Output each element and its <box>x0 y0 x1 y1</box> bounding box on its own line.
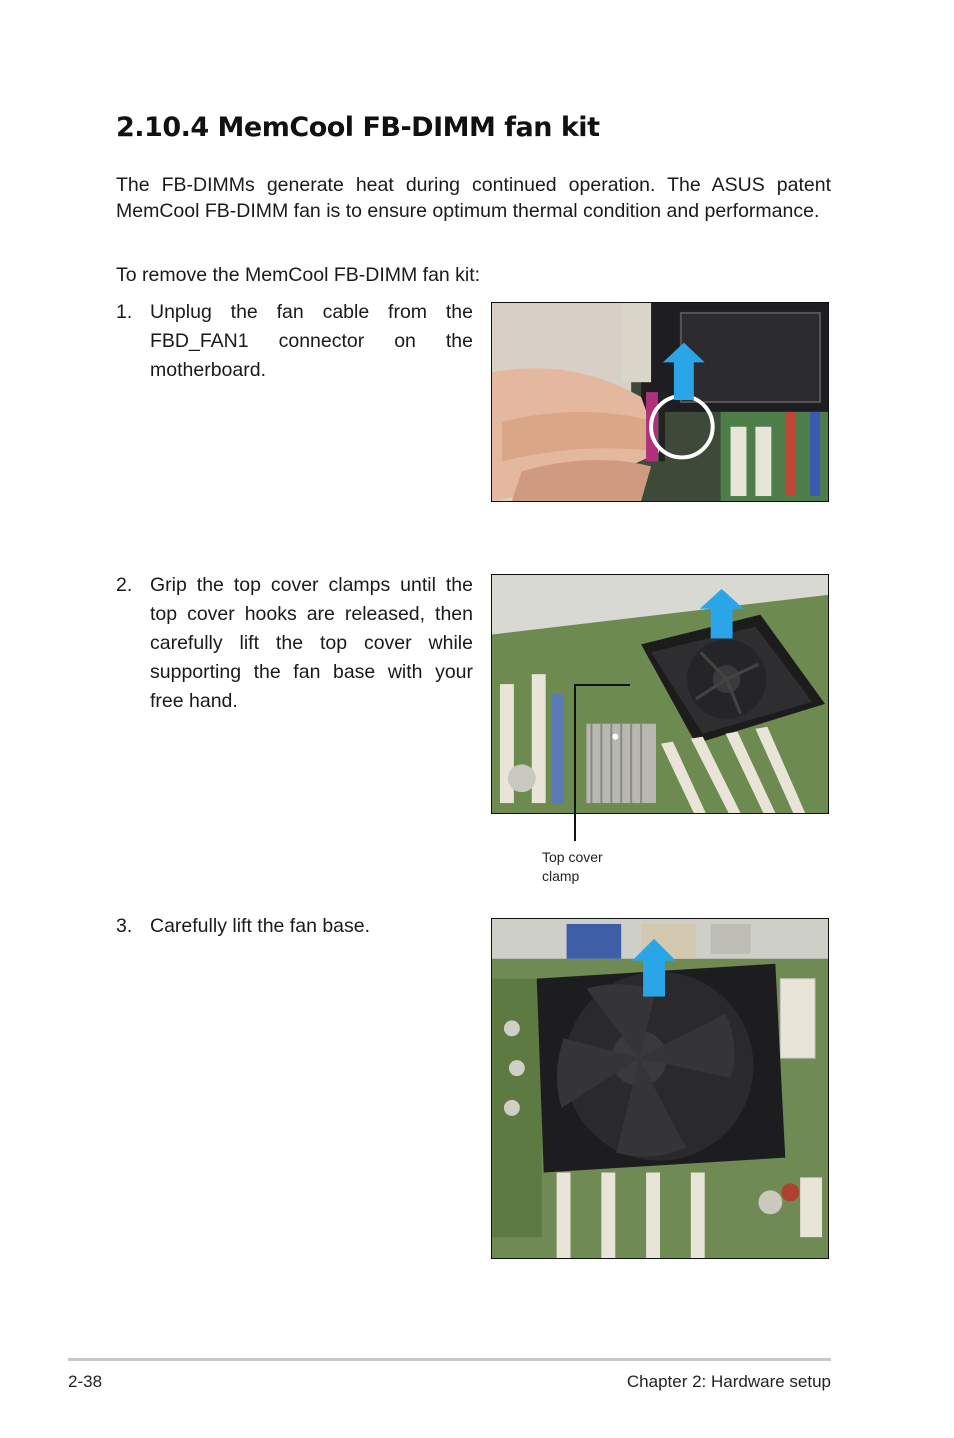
callout-leader <box>574 684 630 686</box>
step-number: 3. <box>116 915 133 937</box>
step-text: Unplug the fan cable from the FBD_FAN1 connector on the motherboard. <box>150 301 473 381</box>
callout-line-2: clamp <box>542 868 580 884</box>
step-text: Carefully lift the fan base. <box>150 915 371 937</box>
callout-leader <box>574 684 576 841</box>
photo-lift-fan-base <box>491 918 829 1259</box>
step-number: 1. <box>116 301 133 323</box>
photo-unplug-fan-cable <box>491 302 829 502</box>
section-title: 2.10.4 MemCool FB-DIMM fan kit <box>116 112 600 143</box>
page-number: 2-38 <box>68 1372 103 1391</box>
callout-top-cover-clamp <box>542 848 603 886</box>
remove-intro: To remove the MemCool FB-DIMM fan kit: <box>116 264 481 286</box>
photo-lift-top-cover <box>491 574 829 814</box>
intro-paragraph: The FB-DIMMs generate heat during continued operation. The ASUS patent MemCool FB-DIMM fan is to ensure optimum thermal condition and performance. <box>116 174 831 222</box>
callout-line-1: Top cover <box>542 849 603 865</box>
step-text: Grip the top cover clamps until the top cover hooks are released, then carefully lift the top cover while supporting the fan base with your free hand. <box>150 574 473 712</box>
chapter-title: Chapter 2: Hardware setup <box>626 1372 831 1391</box>
step-number: 2. <box>116 574 133 596</box>
footer-rule <box>68 1358 831 1361</box>
